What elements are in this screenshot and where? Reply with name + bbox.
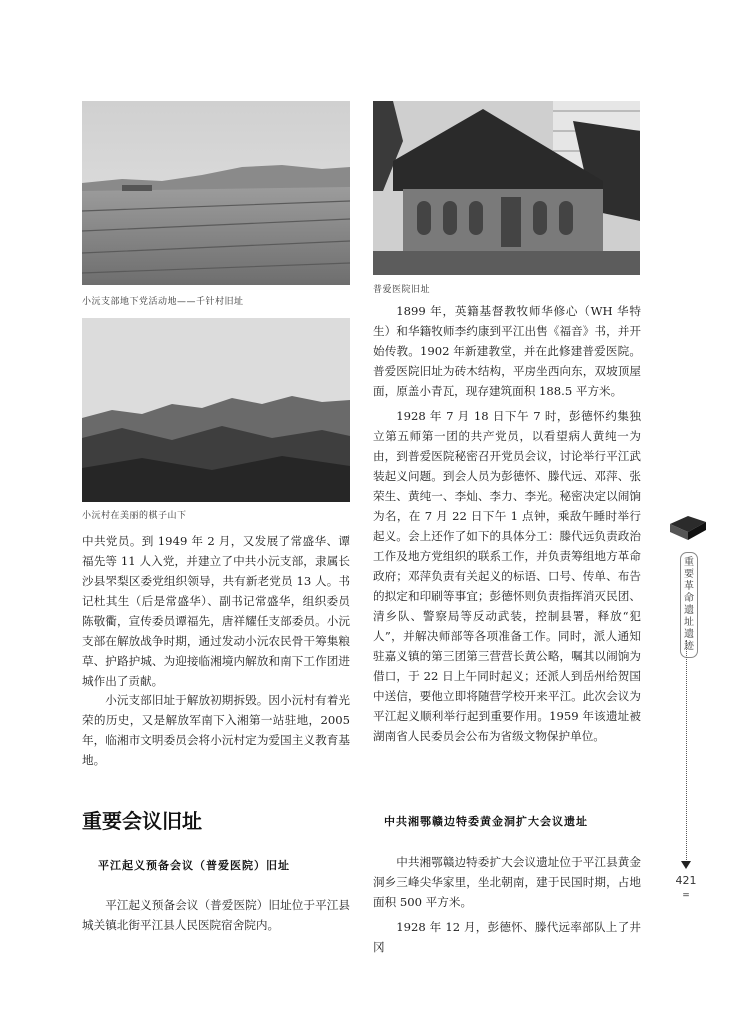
- section-tab-label: 重要革命遗址遗迹: [680, 552, 698, 658]
- body-paragraph: 中共湘鄂赣边特委扩大会议遗址位于平江县黄金洞乡三峰尖华家里，坐北朝南，建于民国时期，占地面积 500 平方米。: [373, 855, 641, 909]
- body-paragraph: 1928 年 7 月 18 日下午 7 时，彭德怀约集独立第五师第一团的共产党员，以看望病人黄纯一为由，到普爱医院秘密召开党员会议，讨论举行平江武装起义问题。到会人员为彭德怀、滕代远、邓萍、张荣生、黄纯一、李灿、李力、李光。秘密决定以闹饷为名，在 7 月 22 日下午 1 点钟，乘敌午睡时举行起义。会上还作了如下的具体分工：滕代远负责政治工作及地方党组织的联系工作，并负责筹组地方革命政府；邓萍负责有关起义的标语、口号、传单、布告的拟定和印刷等事宜；彭德怀则负责指挥消灭民团、清乡队、警察局等反动武装，控制县署，释放“犯人”，并解决师部等各项准备工作。同时，派人通知驻嘉义镇的第三团第三营营长黄公略，嘱其以闹饷为借口，于 22 日上午同时起义；还派人到岳州给贺国中送信，要他立即将随营学校开来平江。此次会议为平江起义顺利举行起到重要作用。1959 年该遗址被湖南省人民委员会公布为省级文物保护单位。: [373, 409, 641, 743]
- book-icon: [668, 510, 708, 550]
- photo-field-site: [82, 101, 350, 285]
- body-paragraph: 小沅支部旧址于解放初期拆毁。因小沅村有着光荣的历史，又是解放军南下入湘第一站驻地，2005 年，临湘市文明委员会将小沅村定为爱国主义教育基地。: [82, 693, 350, 767]
- sub-title: 中共湘鄂赣边特委黄金洞扩大会议遗址: [384, 815, 588, 828]
- body-paragraph: 1899 年，英籍基督教牧师华修心（WH 华特生）和华籍牧师李约康到平江出售《福音》书，并开始传教。1902 年新建教堂，并在此修建普爱医院。普爱医院旧址为砖木结构，平房坐西向东，双坡顶屋面，原盖小青瓦，现存建筑面积 188.5 平方米。: [373, 304, 641, 398]
- arrow-down-icon: [681, 861, 691, 869]
- body-paragraph: 中共党员。到 1949 年 2 月，又发展了常盛华、谭福先等 11 人入党，并建立了中共小沅支部，隶属长沙县罘梨区委党组织领导，共有新老党员 13 人。书记杜其生（后是常盛华）、副书记常盛华，组织委员陈敬衢，宣传委员谭福先，唐祥耀任支部委员。小沅支部在解放战争时期，通过发动小沅农民骨干筹集粮草、护路护城、为迎接临湘境内解放和南下工作团进城作出了贡献。: [82, 534, 350, 688]
- photo-hospital-building: [373, 101, 640, 275]
- section-title: 重要会议旧址: [82, 809, 202, 833]
- divider: [686, 640, 687, 862]
- photo-mountains: [82, 318, 350, 502]
- body-paragraph: 1928 年 12 月，彭德怀、滕代远率部队上了井冈: [373, 920, 641, 954]
- photo-caption: 小沅支部地下党活动地——千针村旧址: [82, 297, 244, 307]
- photo-caption: 小沅村在美丽的棋子山下: [82, 511, 187, 521]
- body-paragraph: 平江起义预备会议（普爱医院）旧址位于平江县城关镇北街平江县人民医院宿舍院内。: [82, 898, 350, 932]
- sub-title: 平江起义预备会议（普爱医院）旧址: [98, 859, 290, 872]
- photo-caption: 普爱医院旧址: [373, 285, 431, 295]
- page-mark: =: [682, 891, 690, 901]
- page-number: 421: [675, 874, 697, 887]
